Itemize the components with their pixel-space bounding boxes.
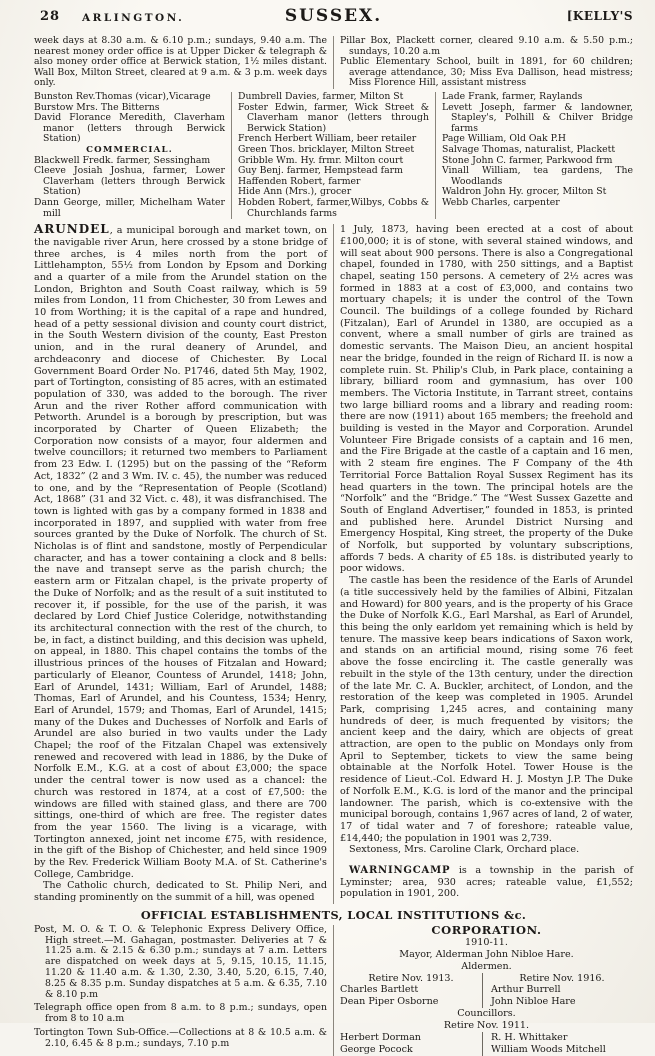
corporation-column (340, 922, 633, 1056)
directory-entry: Page William, Old Oak P.H (442, 133, 567, 145)
column-rule (435, 92, 436, 219)
article-right-column (340, 224, 633, 904)
warningcamp-text: is a township in the parish of Lyminster; area, 930 acres; rateable value, £1,552; population in 1901, 200. (340, 865, 633, 900)
directory-entry: Cleeve Josiah Joshua, farmer, Lower Claverham (letters through Berwick Station) (34, 165, 225, 198)
mayor-line: Mayor, Alderman John Nibloe Hare. (399, 948, 574, 960)
page-number: 28 (40, 9, 61, 24)
directory-entry: Gribble Wm. Hy. frmr. Milton court (238, 154, 404, 166)
councillors-retire-line: Retire Nov. 1911. (443, 1020, 530, 1032)
catholic-church-paragraph: The Catholic church, dedicated to St. Philip Neri, and standing prominently on the summit of a hill, was opened (34, 880, 327, 904)
aldermen-right-header: Retire Nov. 1916. (519, 972, 605, 984)
institutions-section (34, 922, 633, 1056)
councillor-name: William Woods Mitchell (491, 1043, 606, 1055)
alderman-name: Dean Piper Osborne (340, 996, 439, 1008)
directory-entry: Lade Frank, farmer, Raylands (442, 90, 583, 102)
directory-entry: Bunston Rev.Thomas (vicar),Vicarage (34, 90, 211, 102)
institutions-heading: OFFICIAL ESTABLISHMENTS, LOCAL INSTITUTIONS &c. (140, 907, 527, 922)
warningcamp-paragraph (340, 865, 633, 900)
councillors-left-half (340, 1032, 482, 1056)
directory-entry: French Herbert William, beer retailer (238, 133, 417, 145)
castle-paragraph: The castle has been the residence of the Earls of Arundel (a title successively held by the families of Albini, Fitzalan and Howard) for 800 years, and is the property of his Grace the Duke of Norfolk K.G., Earl Marshal, as Earl of Arundel, this being the only earldom yet remaining which is held by tenure. The massive keep bears indications of Saxon work, and stands on an artificial mound, rising some 76 feet above the fosse encircling it. The castle generally was rebuilt in the style of the 13th century, under the direction of the late Mr. C. A. Buckler, architect, of London, and the restoration of the keep was completed in 1905. Arundel Park, comprising 1,245 acres, and containing many hundreds of deer, is much frequented by visitors; the ancient keep and the dairy, which are objects of great attraction, are open to the public on Mondays only from April to September, tickets to view the same being obtainable at the Norfolk Hotel. Tower House is the residence of Lieut.-Col. Edward H. J. Mostyn J.P. The Duke of Norfolk E.M., K.G. is lord of the manor and the principal landowner. The parish, which is co-extensive with the municipal borough, contains 1,967 acres of land, 2 of water, 17 of tidal water and 7 of foreshore; rateable value, £14,440; the population in 1901 was 2,739. (340, 575, 633, 844)
directory-section (34, 92, 633, 219)
column-rule (333, 925, 334, 1056)
telegraph-entry: Telegraph office open from 8 a.m. to 8 p.m.; sundays, open from 8 to 10 a.m (34, 1002, 327, 1025)
arundel-paragraph (34, 224, 327, 880)
article-left-column (34, 224, 327, 904)
directory-entry: David Florance Meredith, Claverham manor (letters through Berwick Station) (34, 112, 225, 145)
alderman-name: Arthur Burrell (491, 984, 561, 996)
directory-entry: Hide Ann (Mrs.), grocer (238, 186, 352, 198)
running-head (34, 6, 633, 32)
directory-column-2 (238, 92, 429, 219)
alderman-name: Charles Bartlett (340, 984, 419, 996)
tortington-suboffice-entry: Tortington Town Sub-Office.—Collections at 8 & 10.5 a.m. & 2.10, 6.45 & 8 p.m.; sundays, 7.10 p.m (34, 1027, 327, 1049)
directory-entry: Levett Joseph, farmer & landowner, Stapley's, Polhill & Chilver Bridge farms (442, 101, 633, 134)
directory-entry: Vinall William, tea gardens, The Woodlands (442, 165, 633, 187)
aldermen-left-header: Retire Nov. 1913. (368, 972, 454, 984)
aldermen-table (340, 973, 633, 1009)
postal-left-column: week days at 8.30 a.m. & 6.10 p.m.; sundays, 9.40 a.m. The nearest money order office is at Upper Dicker & telegraph & also money order office at Berwick station, 1½ miles distant. Wall Box, Milton Street, cleared at 9 a.m. & 3 p.m. week days only. (34, 35, 327, 89)
directory-entry: Foster Edwin, farmer, Wick Street & Claverham manor (letters through Berwick Station) (238, 101, 429, 134)
aldermen-left-half (340, 973, 482, 1009)
corporation-heading: CORPORATION. (431, 922, 542, 937)
directory-entry: Dann George, miller, Michelham Water mill (34, 196, 225, 219)
councillors-table (340, 1032, 633, 1056)
directory-entry: Stone John C. farmer, Parkwood frm (442, 154, 613, 166)
warningcamp-lead-word: WARNINGCAMP (349, 865, 451, 877)
commercial-heading: COMMERCIAL. (86, 144, 173, 155)
directory-entry: Dumbrell Davies, farmer, Milton St (238, 90, 404, 102)
corporation-term: 1910-11. (465, 936, 508, 948)
column-rule (231, 92, 232, 219)
postal-entry: Public Elementary School, built in 1891, for 60 children; average attendance, 30; Miss Eva Dallison, head mistress; Miss Florence Hill, assistant mistress (340, 56, 633, 89)
running-head-publisher: [KELLY'S (566, 9, 633, 23)
column-rule (333, 224, 334, 904)
directory-column-3 (442, 92, 633, 219)
directory-entry: Webb Charles, carpenter (442, 196, 560, 208)
councillor-name: R. H. Whittaker (491, 1032, 568, 1044)
directory-entry: Guy Benj. farmer, Hempstead farm (238, 165, 403, 177)
column-rule (333, 36, 334, 89)
aldermen-heading: Aldermen. (461, 960, 512, 972)
directory-entry: Salvage Thomas, naturalist, Plackett (442, 143, 616, 155)
establishments-column (34, 925, 327, 1056)
councillors-right-half (482, 1032, 633, 1056)
running-head-county: SUSSEX. (284, 6, 383, 26)
councillor-name: Herbert Dorman (340, 1032, 421, 1044)
postal-entry: Pillar Box, Plackett corner, cleared 9.10 a.m. & 5.50 p.m.; sundays, 10.20 a.m (340, 35, 633, 57)
postal-section (34, 36, 633, 89)
councillors-heading: Councillors. (457, 1008, 516, 1020)
councillor-name: George Pocock (340, 1043, 413, 1055)
arundel-lead-word: ARUNDEL (34, 222, 110, 237)
directory-entry: Burstow Mrs. The Bitterns (34, 101, 160, 113)
directory-entry: Hobden Robert, farmer,Wilbys, Cobbs & Churchlands farms (238, 196, 429, 219)
directory-entry: Haffenden Robert, farmer (238, 175, 361, 187)
directory-entry: Waldron John Hy. grocer, Milton St (442, 186, 607, 198)
sextoness-line: Sextoness, Mrs. Caroline Clark, Orchard place. (349, 844, 580, 856)
directory-entry: Blackwell Fredk. farmer, Sessingham (34, 154, 211, 166)
directory-entry: Green Thos. bricklayer, Milton Street (238, 143, 415, 155)
catholic-church-continuation: 1 July, 1873, having been erected at a cost of about £100,000; it is of stone, with several stained windows, and will seat about 900 persons. There is also a Congregational chapel, founded in 1780, with 250 sittings, and a Baptist chapel, seating 150 persons. A cemetery of 2½ acres was formed in 1883 at a cost of £3,000, and contains two mortuary chapels; it is under the control of the Town Council. The buildings of a college founded by Richard (Fitzalan), Earl of Arundel in 1380, are occupied as a convent, where a small number of girls are trained as domestic servants. The Maison Dieu, an ancient hospital near the bridge, founded in the reign of Richard II. is now a complete ruin. St. Philip's Club, in Park place, containing a library, billiard room and gymnasium, has over 100 members. The Victoria Institute, in Tarrant street, contains two large billiard rooms and a library and reading room: there are now (1911) about 165 members; the freehold and building is vested in the Mayor and Corporation. Arundel Volunteer Fire Brigade consists of a captain and 16 men, and the Fire Brigade at the castle of a captain and 16 men, with 2 steam fire engines. The F Company of the 4th Territorial Force Battalion Royal Sussex Regiment has its head quarters in the town. The principal hotels are the “Norfolk” and the “Bridge.” The “West Sussex Gazette and South of England Advertiser,” founded in 1853, is printed and published here. Arundel District Nursing and Emergency Hospital, King street, the property of the Duke of Norfolk, but supported by voluntary subscriptions, affords 7 beds. A charity of £5 18s. is distributed yearly to poor widows. (340, 224, 633, 575)
alderman-name: John Nibloe Hare (491, 996, 576, 1008)
postal-right-column (340, 36, 633, 89)
running-head-place: ARLINGTON. (82, 12, 185, 24)
arundel-paragraph-text: , a municipal borough and market town, on the navigable river Arun, here crossed by a stone bridge of three arches, is 4 miles north from the port of Littlehampton, 55½ from London by Epsom and Dorking and a quarter of a mile from the Arundel station on the London, Brighton and South Coast railway, which is 59 miles from London, 11 from Chichester, 30 from Lewes and 10 from Worthing; it is the capital of a rape and hundred, head of a petty sessional division and county court district, in the South Western division of the county, East Preston union, and in the rural deanery of Arundel, and archdeaconry and diocese of Chichester. By Local Government Board Order No. P1746, dated 5th May, 1902, part of Tortington, consisting of 85 acres, with an estimated population of 330, was added to the borough. The river Arun and the river Rother afford communication with Petworth. Arundel is a borough by prescription, but was incorporated by Charter of Queen Elizabeth; the Corporation now consists of a mayor, four aldermen and twelve councillors; it returned two members to Parliament from 23 Edw. I. (1295) but on the passing of the “Reform Act, 1832” (2 and 3 Wm. IV. c. 45), the number was reduced to one, and by the “Representation of People (Scotland) Act, 1868” (31 and 32 Vict. c. 48), it was disfranchised. The town is lighted with gas by a company formed in 1838 and incorporated in 1897, and supplied with water from free sources granted by the Duke of Norfolk. The church of St. Nicholas is of flint and sandstone, mostly of Perpendicular character, and has a tower containing a clock and 8 bells: the nave and transept serve as the parish church; the eastern arm or Fitzalan chapel, is the private property of the Duke of Norfolk; and as the result of a suit instituted to recover it, if possible, for the use of the parish, it was declared by Lord Chief Justice Coleridge, notwithstanding its architectural connection with the rest of the church, to be, in fact, a distinct building, and this decision was upheld, on appeal, in 1880. This chapel contains the tombs of the illustrious princes of the houses of Fitzalan and Howard; particularly of Eleanor, Countess of Arundel, 1418; John, Earl of Arundel, 1431; William, Earl of Arundel, 1488; Thomas, Earl of Arundel, and his Countess, 1534; Henry, Earl of Arundel, 1579; and Thomas, Earl of Arundel, 1415; many of the Dukes and Duchesses of Norfolk and Earls of Arundel are also buried in two vaults under the Lady Chapel; the roof of the Fitzalan Chapel was extensively renewed and recovered with lead in 1886, by the Duke of Norfolk E.M., K.G. at a cost of about £3,000; the space under the central tower is now used as a chancel: the church was restored in 1874, at a cost of £7,500: the windows are filled with stained glass, and there are 700 sittings, one-third of which are free. The register dates from the year 1560. The living is a vicarage, with Tortington annexed, joint net income £75, with residence, in the gift of the Bishop of Chichester, and held since 1909 by the Rev. Frederick William Booty M.A. of St. Catherine's College, Cambridge. (34, 225, 327, 880)
arundel-article (34, 224, 633, 904)
post-office-entry: Post, M. O. & T. O. & Telephonic Express Delivery Office, High street.—M. Gahagan, postmaster. Deliveries at 7 & 11.25 a.m. & 2.15 & 6.30 p.m.; sundays at 7 a.m. Letters are dispatched on week days at 5, 9.15, 10.15, 11.15, 11.20 & 11.40 a.m. & 1.30, 2.30, 3.40, 5.20, 6.15, 7.40, 8.25 & 8.35 p.m. Sunday dispatches at 5 a.m. & 6.35, 7.10 & 8.10 p.m (34, 923, 327, 1000)
aldermen-right-half (482, 973, 633, 1009)
directory-column-1 (34, 92, 225, 219)
